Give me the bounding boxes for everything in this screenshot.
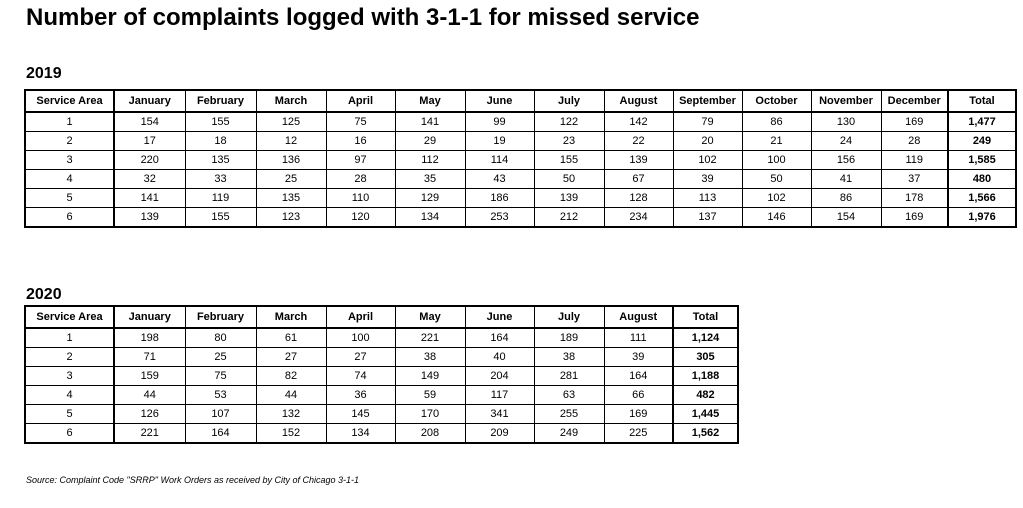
month-value-cell: 169 — [604, 405, 673, 424]
year-heading-2020: 2020 — [26, 286, 62, 303]
month-value-cell: 135 — [185, 151, 256, 170]
month-value-cell: 145 — [326, 405, 395, 424]
month-value-cell: 35 — [395, 170, 465, 189]
month-value-cell: 25 — [256, 170, 326, 189]
total-cell: 1,585 — [948, 151, 1016, 170]
month-value-cell: 33 — [185, 170, 256, 189]
month-value-cell: 134 — [326, 424, 395, 444]
column-header-month: January — [114, 306, 185, 328]
column-header-month: August — [604, 90, 673, 112]
month-value-cell: 44 — [256, 386, 326, 405]
column-header-month: June — [465, 306, 534, 328]
service-area-cell: 5 — [25, 405, 114, 424]
table-row — [25, 112, 1016, 132]
month-value-cell: 208 — [395, 424, 465, 444]
total-cell: 480 — [948, 170, 1016, 189]
total-cell: 1,188 — [673, 367, 738, 386]
month-value-cell: 141 — [395, 112, 465, 132]
total-cell: 1,445 — [673, 405, 738, 424]
month-value-cell: 164 — [604, 367, 673, 386]
month-value-cell: 36 — [326, 386, 395, 405]
month-value-cell: 130 — [811, 112, 881, 132]
service-area-cell: 5 — [25, 189, 114, 208]
month-value-cell: 28 — [326, 170, 395, 189]
month-value-cell: 204 — [465, 367, 534, 386]
column-header-total: Total — [948, 90, 1016, 112]
month-value-cell: 21 — [742, 132, 811, 151]
table-row — [25, 208, 1016, 228]
month-value-cell: 154 — [811, 208, 881, 228]
total-cell: 1,477 — [948, 112, 1016, 132]
complaints-table-2019 — [24, 89, 1017, 228]
total-cell: 249 — [948, 132, 1016, 151]
month-value-cell: 198 — [114, 328, 185, 348]
column-header-month: April — [326, 306, 395, 328]
month-value-cell: 189 — [534, 328, 604, 348]
month-value-cell: 107 — [185, 405, 256, 424]
month-value-cell: 79 — [673, 112, 742, 132]
month-value-cell: 43 — [465, 170, 534, 189]
service-area-cell: 6 — [25, 424, 114, 444]
month-value-cell: 37 — [881, 170, 948, 189]
month-value-cell: 155 — [534, 151, 604, 170]
month-value-cell: 255 — [534, 405, 604, 424]
month-value-cell: 126 — [114, 405, 185, 424]
column-header-month: September — [673, 90, 742, 112]
complaints-table-2020 — [24, 305, 739, 444]
month-value-cell: 20 — [673, 132, 742, 151]
month-value-cell: 234 — [604, 208, 673, 228]
month-value-cell: 102 — [742, 189, 811, 208]
month-value-cell: 164 — [185, 424, 256, 444]
month-value-cell: 71 — [114, 348, 185, 367]
month-value-cell: 152 — [256, 424, 326, 444]
month-value-cell: 129 — [395, 189, 465, 208]
service-area-cell: 2 — [25, 132, 114, 151]
month-value-cell: 22 — [604, 132, 673, 151]
total-cell: 482 — [673, 386, 738, 405]
month-value-cell: 125 — [256, 112, 326, 132]
column-header-service-area: Service Area — [25, 90, 114, 112]
table-header-row — [25, 306, 738, 328]
column-header-month: February — [185, 90, 256, 112]
service-area-cell: 1 — [25, 328, 114, 348]
month-value-cell: 97 — [326, 151, 395, 170]
month-value-cell: 19 — [465, 132, 534, 151]
month-value-cell: 17 — [114, 132, 185, 151]
month-value-cell: 99 — [465, 112, 534, 132]
table-row — [25, 328, 738, 348]
service-area-cell: 1 — [25, 112, 114, 132]
column-header-month: April — [326, 90, 395, 112]
month-value-cell: 102 — [673, 151, 742, 170]
month-value-cell: 141 — [114, 189, 185, 208]
month-value-cell: 38 — [395, 348, 465, 367]
month-value-cell: 137 — [673, 208, 742, 228]
month-value-cell: 28 — [881, 132, 948, 151]
table-row — [25, 151, 1016, 170]
month-value-cell: 155 — [185, 112, 256, 132]
month-value-cell: 154 — [114, 112, 185, 132]
month-value-cell: 113 — [673, 189, 742, 208]
table-row — [25, 132, 1016, 151]
month-value-cell: 149 — [395, 367, 465, 386]
month-value-cell: 39 — [673, 170, 742, 189]
month-value-cell: 86 — [742, 112, 811, 132]
month-value-cell: 112 — [395, 151, 465, 170]
month-value-cell: 16 — [326, 132, 395, 151]
table-row — [25, 405, 738, 424]
month-value-cell: 155 — [185, 208, 256, 228]
month-value-cell: 120 — [326, 208, 395, 228]
month-value-cell: 119 — [185, 189, 256, 208]
month-value-cell: 32 — [114, 170, 185, 189]
month-value-cell: 225 — [604, 424, 673, 444]
month-value-cell: 169 — [881, 208, 948, 228]
column-header-service-area: Service Area — [25, 306, 114, 328]
table-row — [25, 386, 738, 405]
month-value-cell: 82 — [256, 367, 326, 386]
month-value-cell: 169 — [881, 112, 948, 132]
table-row — [25, 424, 738, 444]
service-area-cell: 4 — [25, 386, 114, 405]
column-header-month: February — [185, 306, 256, 328]
table-row — [25, 367, 738, 386]
month-value-cell: 139 — [534, 189, 604, 208]
month-value-cell: 128 — [604, 189, 673, 208]
column-header-month: November — [811, 90, 881, 112]
month-value-cell: 110 — [326, 189, 395, 208]
month-value-cell: 50 — [742, 170, 811, 189]
month-value-cell: 100 — [326, 328, 395, 348]
month-value-cell: 66 — [604, 386, 673, 405]
column-header-month: August — [604, 306, 673, 328]
month-value-cell: 186 — [465, 189, 534, 208]
month-value-cell: 100 — [742, 151, 811, 170]
column-header-month: May — [395, 306, 465, 328]
source-note: Source: Complaint Code "SRRP" Work Orders as received by City of Chicago 3-1-1 — [26, 475, 360, 485]
column-header-month: July — [534, 306, 604, 328]
total-cell: 1,566 — [948, 189, 1016, 208]
page-title: Number of complaints logged with 3-1-1 for missed service — [26, 4, 700, 31]
month-value-cell: 86 — [811, 189, 881, 208]
month-value-cell: 44 — [114, 386, 185, 405]
month-value-cell: 27 — [256, 348, 326, 367]
month-value-cell: 23 — [534, 132, 604, 151]
service-area-cell: 2 — [25, 348, 114, 367]
month-value-cell: 27 — [326, 348, 395, 367]
month-value-cell: 67 — [604, 170, 673, 189]
service-area-cell: 3 — [25, 367, 114, 386]
month-value-cell: 249 — [534, 424, 604, 444]
month-value-cell: 170 — [395, 405, 465, 424]
month-value-cell: 122 — [534, 112, 604, 132]
month-value-cell: 80 — [185, 328, 256, 348]
month-value-cell: 136 — [256, 151, 326, 170]
column-header-month: March — [256, 306, 326, 328]
table-row — [25, 170, 1016, 189]
month-value-cell: 25 — [185, 348, 256, 367]
month-value-cell: 114 — [465, 151, 534, 170]
column-header-month: December — [881, 90, 948, 112]
month-value-cell: 156 — [811, 151, 881, 170]
month-value-cell: 50 — [534, 170, 604, 189]
total-cell: 305 — [673, 348, 738, 367]
table-header-row — [25, 90, 1016, 112]
month-value-cell: 134 — [395, 208, 465, 228]
month-value-cell: 123 — [256, 208, 326, 228]
month-value-cell: 53 — [185, 386, 256, 405]
month-value-cell: 117 — [465, 386, 534, 405]
total-cell: 1,562 — [673, 424, 738, 444]
month-value-cell: 74 — [326, 367, 395, 386]
month-value-cell: 29 — [395, 132, 465, 151]
month-value-cell: 221 — [395, 328, 465, 348]
month-value-cell: 139 — [604, 151, 673, 170]
month-value-cell: 212 — [534, 208, 604, 228]
column-header-month: June — [465, 90, 534, 112]
table-row — [25, 348, 738, 367]
column-header-total: Total — [673, 306, 738, 328]
service-area-cell: 4 — [25, 170, 114, 189]
year-heading-2019: 2019 — [26, 65, 62, 82]
month-value-cell: 220 — [114, 151, 185, 170]
month-value-cell: 146 — [742, 208, 811, 228]
month-value-cell: 139 — [114, 208, 185, 228]
month-value-cell: 12 — [256, 132, 326, 151]
month-value-cell: 18 — [185, 132, 256, 151]
column-header-month: March — [256, 90, 326, 112]
month-value-cell: 41 — [811, 170, 881, 189]
month-value-cell: 63 — [534, 386, 604, 405]
month-value-cell: 111 — [604, 328, 673, 348]
column-header-month: May — [395, 90, 465, 112]
month-value-cell: 142 — [604, 112, 673, 132]
month-value-cell: 75 — [326, 112, 395, 132]
month-value-cell: 24 — [811, 132, 881, 151]
month-value-cell: 38 — [534, 348, 604, 367]
month-value-cell: 164 — [465, 328, 534, 348]
month-value-cell: 61 — [256, 328, 326, 348]
month-value-cell: 221 — [114, 424, 185, 444]
month-value-cell: 178 — [881, 189, 948, 208]
month-value-cell: 75 — [185, 367, 256, 386]
service-area-cell: 6 — [25, 208, 114, 228]
month-value-cell: 209 — [465, 424, 534, 444]
table-row — [25, 189, 1016, 208]
total-cell: 1,976 — [948, 208, 1016, 228]
service-area-cell: 3 — [25, 151, 114, 170]
total-cell: 1,124 — [673, 328, 738, 348]
month-value-cell: 281 — [534, 367, 604, 386]
month-value-cell: 119 — [881, 151, 948, 170]
month-value-cell: 341 — [465, 405, 534, 424]
column-header-month: July — [534, 90, 604, 112]
month-value-cell: 59 — [395, 386, 465, 405]
month-value-cell: 39 — [604, 348, 673, 367]
column-header-month: January — [114, 90, 185, 112]
month-value-cell: 135 — [256, 189, 326, 208]
month-value-cell: 159 — [114, 367, 185, 386]
column-header-month: October — [742, 90, 811, 112]
month-value-cell: 40 — [465, 348, 534, 367]
month-value-cell: 132 — [256, 405, 326, 424]
month-value-cell: 253 — [465, 208, 534, 228]
